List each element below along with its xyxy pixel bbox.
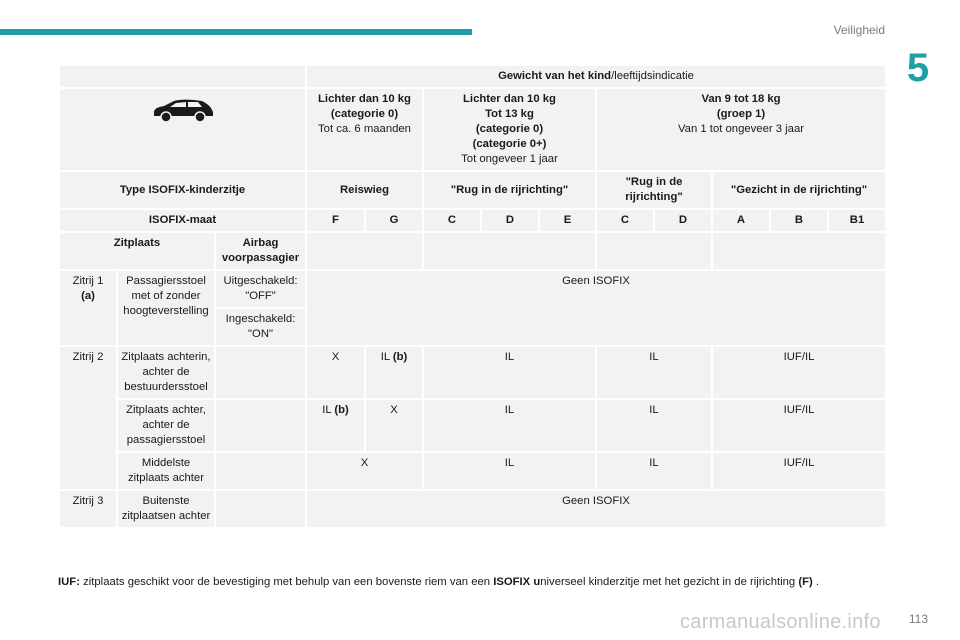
size-cell: B <box>770 209 828 232</box>
type-label: Type ISOFIX-kinderzitje <box>59 171 306 209</box>
row3-name: Zitrij 3 <box>59 490 117 528</box>
row2-name: Zitrij 2 <box>59 346 117 490</box>
value-cell: IL <box>596 346 712 399</box>
group-0-cell: Lichter dan 10 kg (categorie 0) Tot ca. 6 maanden <box>306 88 423 171</box>
value-cell: IL <box>423 452 596 490</box>
row2-seat2 <box>59 399 886 452</box>
airbag-on: Ingeschakeld: "ON" <box>215 308 306 346</box>
value-cell: IL <box>596 452 712 490</box>
size-cell: C <box>423 209 481 232</box>
size-cell: F <box>306 209 365 232</box>
value-cell: X <box>365 399 423 452</box>
row3-seat: Buitenste zitplaatsen achter <box>117 490 215 528</box>
footnote: IUF: zitplaats geschikt voor de bevestiging met behulp van een bovenste riem van een ISOFIX universeel kinderzitje met het gezicht in de rijrichting (F) . <box>58 576 820 588</box>
type-gezicht: "Gezicht in de rijrichting" <box>712 171 886 209</box>
size-cell: D <box>654 209 712 232</box>
row2-seat3-label: Middelste zitplaats achter <box>117 452 215 490</box>
row2-seat3 <box>59 452 886 490</box>
value-cell: X <box>306 346 365 399</box>
seat-header-row <box>59 232 886 270</box>
value-cell: IUF/IL <box>712 452 886 490</box>
page-number: 113 <box>908 612 928 626</box>
group-0plus-cell: Lichter dan 10 kg Tot 13 kg (categorie 0) (categorie 0+) Tot ongeveer 1 jaar <box>423 88 596 171</box>
row1-seat: Passagiersstoel met of zonder hoogteverstelling <box>117 270 215 346</box>
size-cell: C <box>596 209 654 232</box>
blank-header-cell <box>59 65 306 88</box>
airbag-off: Uitgeschakeld: "OFF" <box>215 270 306 308</box>
row2-seat1-label: Zitplaats achterin, achter de bestuurdersstoel <box>117 346 215 399</box>
watermark: carmanualsonline.info <box>680 611 881 633</box>
row2-seat2-label: Zitplaats achter, achter de passagiersstoel <box>117 399 215 452</box>
size-row <box>59 209 886 232</box>
size-cell: B1 <box>828 209 886 232</box>
airbag-label: Airbag voorpassagier <box>215 232 306 270</box>
value-cell: IL (b) <box>306 399 365 452</box>
car-cell <box>59 88 306 171</box>
size-label: ISOFIX-maat <box>59 209 306 232</box>
value-cell: IL <box>423 399 596 452</box>
value-cell: IUF/IL <box>712 346 886 399</box>
value-cell: X <box>306 452 423 490</box>
size-cell: E <box>539 209 596 232</box>
isofix-table <box>58 64 887 529</box>
row3-value: Geen ISOFIX <box>306 490 886 528</box>
row1-name: Zitrij 1 (a) <box>59 270 117 346</box>
row1-off <box>59 270 886 308</box>
value-cell: IL (b) <box>365 346 423 399</box>
row2-seat1 <box>59 346 886 399</box>
weight-header: Gewicht van het kind/leeftijdsindicatie <box>306 65 886 88</box>
value-cell: IL <box>423 346 596 399</box>
car-icon <box>150 98 216 124</box>
value-cell: IL <box>596 399 712 452</box>
type-reiswieg: Reiswieg <box>306 171 423 209</box>
size-cell: A <box>712 209 770 232</box>
weight-header-row <box>59 65 886 88</box>
size-cell: G <box>365 209 423 232</box>
top-accent-bar <box>0 29 472 35</box>
section-title: Veiligheid <box>833 23 885 37</box>
row1-value: Geen ISOFIX <box>306 270 886 346</box>
type-row <box>59 171 886 209</box>
chapter-number: 5 <box>906 46 930 90</box>
type-rug-1: "Rug in de rijrichting" <box>423 171 596 209</box>
value-cell: IUF/IL <box>712 399 886 452</box>
group-1-cell: Van 9 tot 18 kg (groep 1) Van 1 tot ongeveer 3 jaar <box>596 88 886 171</box>
group-row <box>59 88 886 171</box>
row3 <box>59 490 886 528</box>
seat-label: Zitplaats <box>59 232 215 270</box>
size-cell: D <box>481 209 539 232</box>
type-rug-2: "Rug in de rijrichting" <box>596 171 712 209</box>
